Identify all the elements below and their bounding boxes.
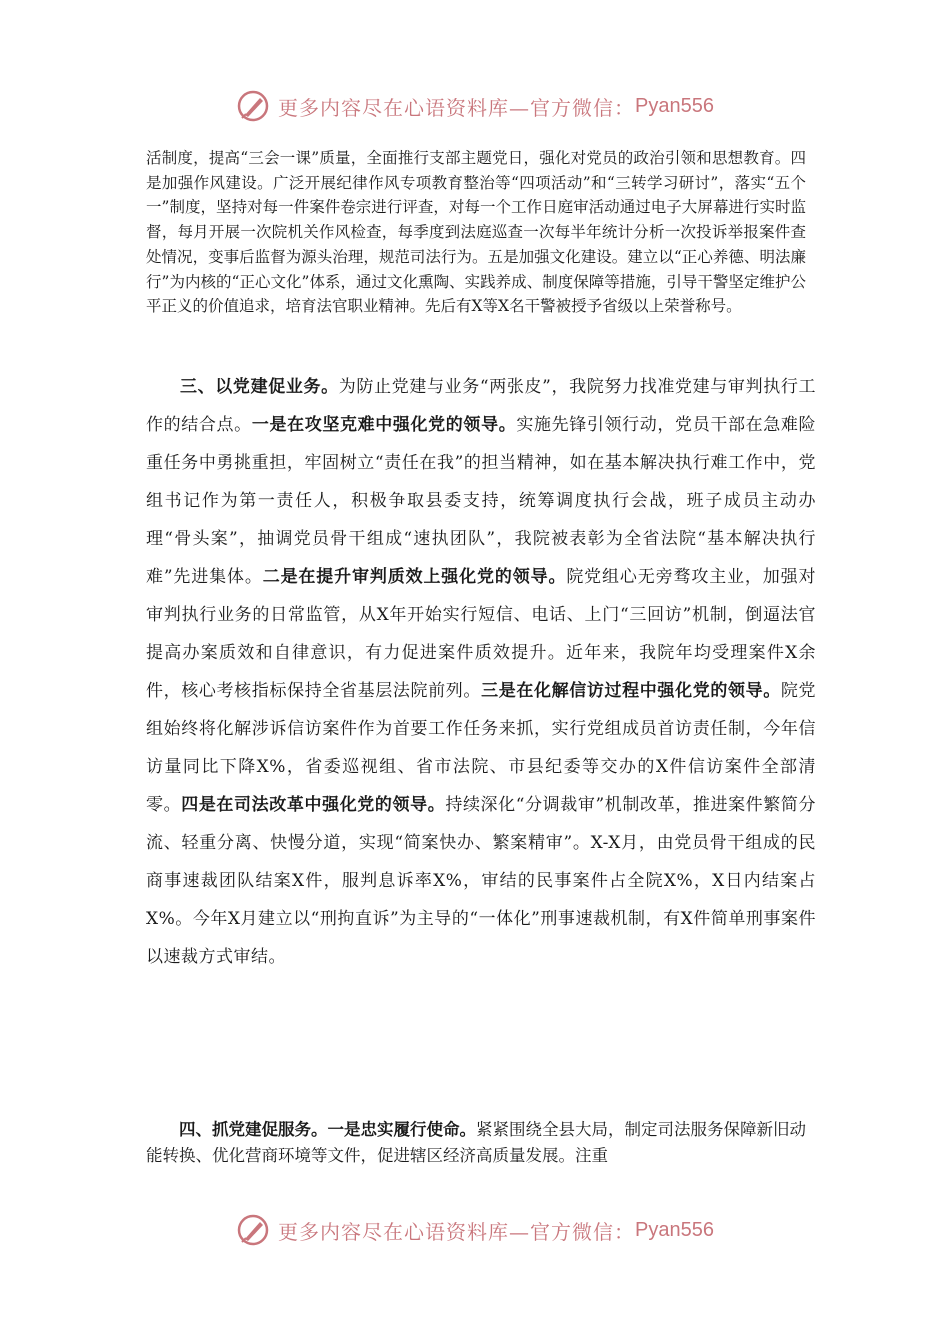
subpoint-heading: 四是在司法改革中强化党的领导。 [181, 795, 446, 815]
section-three-paragraph [146, 368, 816, 976]
subpoint-heading: 二是在提升审判质效上强化党的领导。 [262, 567, 567, 587]
footer-watermark [0, 1206, 950, 1254]
section-four-paragraph [146, 1117, 806, 1169]
footer-banner-text: 更多内容尽在心语资料库—官方微信： [278, 1219, 636, 1244]
section-text: 紧紧围绕全县大局，制定司法服务保障新旧动能转换、优化营商环境等文件，促进辖区经济高质量发展。注重 [146, 1120, 806, 1165]
footer-banner-id: Pyan556 [635, 1218, 714, 1241]
section-heading: 三、以党建促业务。 [180, 377, 339, 397]
section-text: 持续深化“分调裁审”机制改革，推进案件繁简分流、轻重分离、快慢分道，实现“简案快办、繁案精审”。X-X月，由党员骨干组成的民商事速裁团队结案X件，服判息诉率X%，审结的民事案件占全院X%，X日内结案占X%。今年X月建立以“刑拘直诉”为主导的“一体化”刑事速裁机制，有X件简单刑事案件以速裁方式审结。 [146, 795, 816, 967]
section-text: 院党组心无旁骛攻主业，加强对审判执行业务的日常监管，从X年开始实行短信、电话、上门“三回访”机制，倒逼法官提高办案质效和自律意识，有力促进案件质效提升。近年来，我院年均受理案件X余件，核心考核指标保持全省基层法院前列。 [146, 567, 816, 701]
header-watermark [0, 82, 950, 130]
pen-logo-icon [236, 1213, 270, 1247]
section-text: 院党组始终将化解涉诉信访案件作为首要工作任务来抓，实行党组成员首访责任制，今年信访量同比下降X%，省委巡视组、省市法院、市县纪委等交办的X件信访案件全部清零。 [146, 681, 817, 815]
pen-logo-icon [236, 89, 270, 123]
paragraph-continued [146, 146, 806, 319]
subpoint-heading: 一是在攻坚克难中强化党的领导。 [251, 415, 517, 435]
header-banner-text: 更多内容尽在心语资料库—官方微信： [278, 95, 636, 120]
paragraph-text: 活制度，提高“三会一课”质量，全面推行支部主题党日，强化对党员的政治引领和思想教育。四是加强作风建设。广泛开展纪律作风专项教育整治等“四项活动”和“三转学习研讨”，落实“五个一”制度，坚持对每一件案件卷宗进行评查，对每一个工作日庭审活动通过电子大屏幕进行实时监督，每月开展一次院机关作风检查，每季度到法庭巡查一次每半年统计分析一次投诉举报案件查处情况，变事后监督为源头治理，规范司法行为。五是加强文化建设。建立以“正心养德、明法廉行”为内核的“正心文化”体系，通过文化熏陶、实践养成、制度保障等措施，引导干警坚定维护公平正义的价值追求，培育法官职业精神。先后有X等X名干警被授予省级以上荣誉称号。 [146, 149, 806, 316]
section-text: 实施先锋引领行动，党员干部在急难险重任务中勇挑重担，牢固树立“责任在我”的担当精神，如在基本解决执行难工作中，党组书记作为第一责任人，积极争取县委支持，统筹调度执行会战，班子成员主动办理“骨头案”，抽调党员骨干组成“速执团队”，我院被表彰为全省法院“基本解决执行难”先进集体。 [146, 415, 817, 587]
subpoint-heading: 三是在化解信访过程中强化党的领导。 [481, 681, 781, 701]
subpoint-heading: 一是忠实履行使命。 [327, 1120, 476, 1139]
section-heading: 四、抓党建促服务。 [179, 1120, 328, 1139]
section-text: 为防止党建与业务“两张皮”，我院努力找准党建与审判执行工作的结合点。 [146, 377, 816, 435]
header-banner-id: Pyan556 [635, 94, 714, 117]
